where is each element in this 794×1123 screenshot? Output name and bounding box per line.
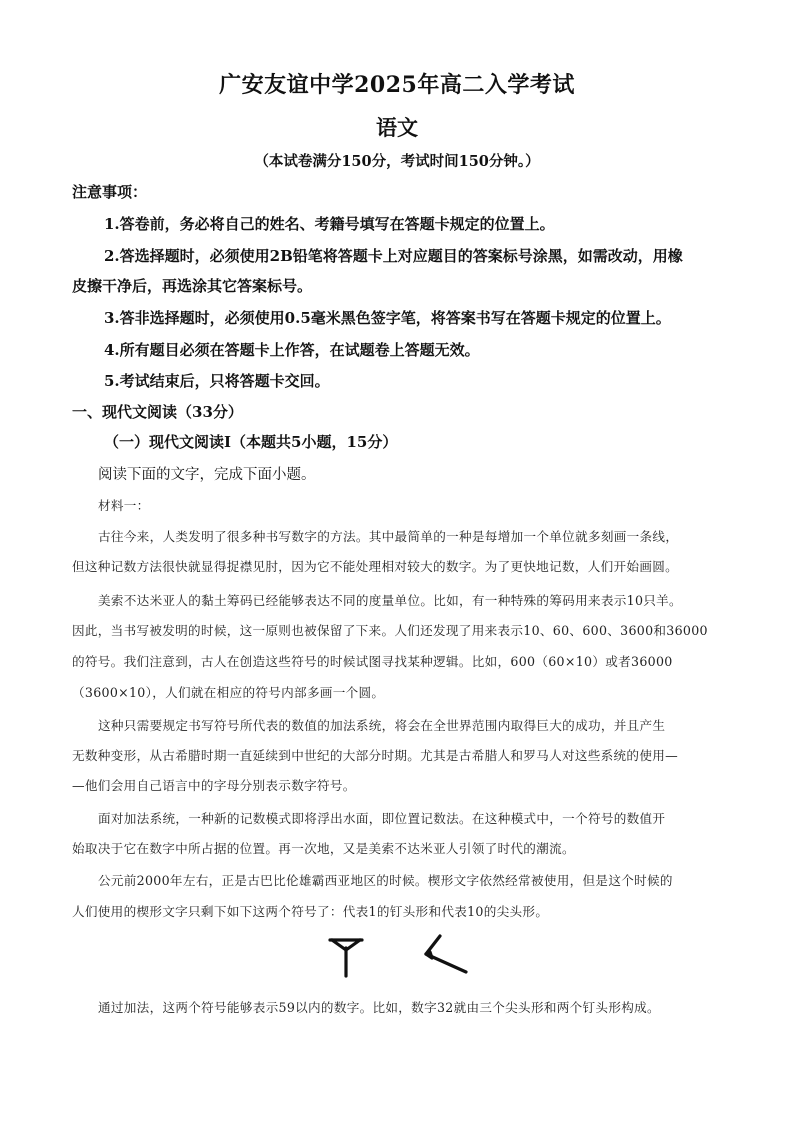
notice-item-2-cont: 皮擦干净后，再选涂其它答案标号。 <box>72 277 313 295</box>
passage-line: 始取决于它在数字中所占据的位置。再一次地，又是美索不达米亚人引领了时代的潮流。 <box>72 841 575 856</box>
passage-line: 美索不达米亚人的黏土筹码已经能够表达不同的度量单位。比如，有一种特殊的筹码用来表示10只羊。 <box>98 593 682 608</box>
passage-line: —他们会用自己语言中的字母分别表示数字符号。 <box>72 778 356 793</box>
passage-line: 人们使用的楔形文字只剩下如下这两个符号了：代表1的钉头形和代表10的尖头形。 <box>72 904 549 919</box>
subsection-heading: （一）现代文阅读Ⅰ（本题共5小题，15分） <box>104 433 398 451</box>
notice-item-4: 4.所有题目必须在答题卡上作答，在试题卷上答题无效。 <box>104 341 480 359</box>
notice-item-3: 3.答非选择题时，必须使用0.5毫米黑色签字笔，将答案书写在答题卡规定的位置上。 <box>104 309 671 327</box>
passage-line: 这种只需要规定书写符号所代表的数值的加法系统，将会在全世界范围内取得巨大的成功，并且产生 <box>98 718 666 733</box>
cuneiform-symbols-figure <box>320 930 480 986</box>
notice-heading: 注意事项： <box>72 183 148 201</box>
passage-line: 无数种变形，从古希腊时期一直延续到中世纪的大部分时期。尤其是古希腊人和罗马人对这些系统的使用— <box>72 748 679 763</box>
passage-line: 通过加法，这两个符号能够表示59以内的数字。比如，数字32就由三个尖头形和两个钉头形构成。 <box>98 1000 660 1015</box>
passage-line: 公元前2000年左右，正是古巴比伦雄霸西亚地区的时候。楔形文字依然经常被使用，但是这个时候的 <box>98 873 673 888</box>
exam-info: （本试卷满分150分，考试时间150分钟。） <box>254 153 540 170</box>
notice-item-5: 5.考试结束后，只将答题卡交回。 <box>104 372 330 390</box>
reading-instruction: 阅读下面的文字，完成下面小题。 <box>98 467 316 483</box>
subject-title: 语文 <box>376 115 418 140</box>
passage-line: （3600×10），人们就在相应的符号内部多画一个圆。 <box>72 685 385 700</box>
passage-line: 面对加法系统，一种新的记数模式即将浮出水面，即位置记数法。在这种模式中，一个符号的数值开 <box>98 811 666 826</box>
passage-line: 古往今来，人类发明了很多种书写数字的方法。其中最简单的一种是每增加一个单位就多刻画一条线， <box>98 529 679 544</box>
notice-item-1: 1.答卷前，务必将自己的姓名、考籍号填写在答题卡规定的位置上。 <box>104 215 555 233</box>
passage-line: 但这种记数方法很快就显得捉襟见肘，因为它不能处理相对较大的数字。为了更快地记数，人们开始画圆。 <box>72 559 679 574</box>
section-heading: 一、现代文阅读（33分） <box>72 403 243 421</box>
material-label: 材料一： <box>98 498 150 513</box>
passage-line: 因此，当书写被发明的时候，这一原则也被保留了下来。人们还发现了用来表示10、60、600、3600和36000 <box>72 623 708 638</box>
passage-line: 的符号。我们注意到，古人在创造这些符号的时候试图寻找某种逻辑。比如，600（60×10）或者36000 <box>72 654 673 669</box>
notice-item-2: 2.答选择题时，必须使用2B铅笔将答题卡上对应题目的答案标号涂黑，如需改动，用橡 <box>104 247 683 265</box>
exam-title: 广安友谊中学2025年高二入学考试 <box>219 72 575 98</box>
